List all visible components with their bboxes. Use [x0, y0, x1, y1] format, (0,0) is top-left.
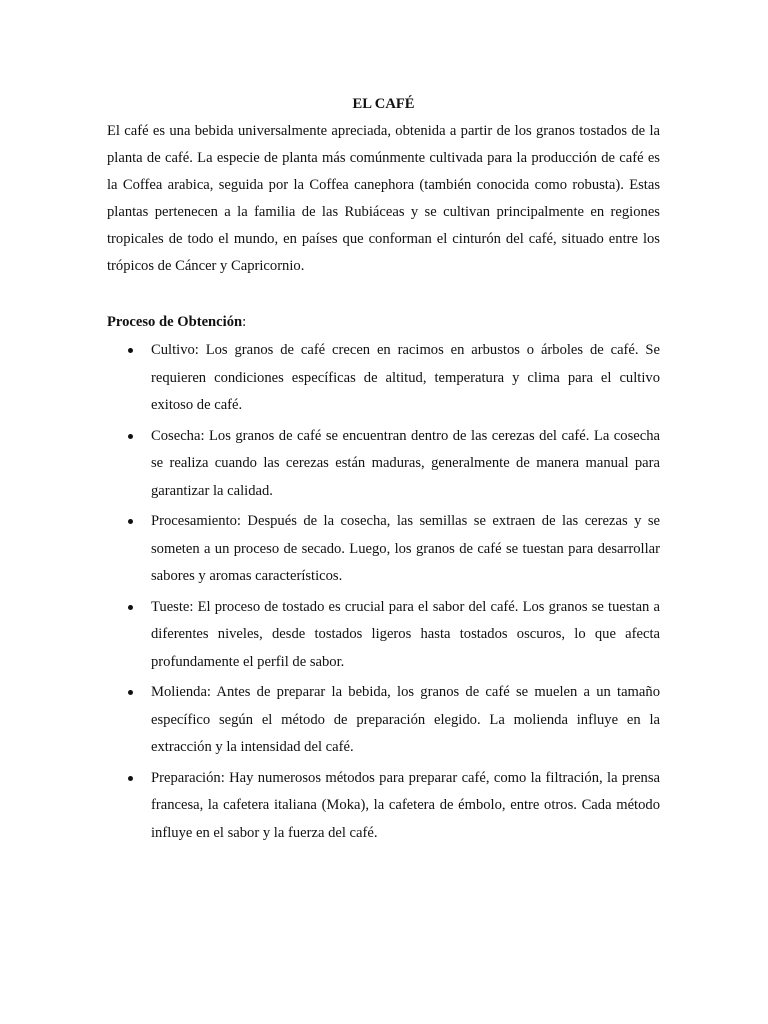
- intro-paragraph: El café es una bebida universalmente apreciada, obtenida a partir de los granos tostados de la planta de café. La especie de planta más comúnmente cultivada para la producción de café es la Coffea arabica, seguida por la Coffea canephora (también conocida como robusta). Estas plantas pertenecen a la familia de las Rubiáceas y se cultivan principalmente en regiones tropicales de todo el mundo, en países que conforman el cinturón del café, situado entre los trópicos de Cáncer y Capricornio.: [107, 123, 660, 274]
- bullet-dot-icon: [128, 690, 133, 695]
- bullet-dot-icon: [128, 605, 133, 610]
- bullet-text: Cultivo: Los granos de café crecen en racimos en arbustos o árboles de café. Se requieren condiciones específicas de altitud, temperatura y clima para el cultivo exitoso de café.: [151, 342, 660, 413]
- bullet-dot-icon: [128, 434, 133, 439]
- bullet-text: Molienda: Antes de preparar la bebida, los granos de café se muelen a un tamaño específico según el método de preparación elegido. La molienda influye en la extracción y la intensidad del café.: [151, 684, 660, 755]
- bullet-dot-icon: [128, 519, 133, 524]
- bullet-item-molienda: [107, 679, 660, 762]
- section-heading-colon: :: [242, 314, 247, 330]
- document-page: [107, 93, 660, 850]
- bullet-text: Tueste: El proceso de tostado es crucial para el sabor del café. Los granos se tuestan a diferentes niveles, desde tostados ligeros hasta tostados oscuros, lo que afecta profundamente el perfil de sabor.: [151, 598, 660, 670]
- bullet-text: Cosecha: Los granos de café se encuentran dentro de las cerezas del café. La cosecha se realiza cuando las cerezas están maduras, generalmente de manera manual para garantizar la calidad.: [151, 427, 660, 499]
- bullet-item-cultivo: [107, 337, 660, 420]
- section-heading-text: Proceso de Obtención: [107, 314, 243, 330]
- bullet-dot-icon: [128, 348, 133, 353]
- bullet-text: Procesamiento: Después de la cosecha, las semillas se extraen de las cerezas y se someten a un proceso de secado. Luego, los granos de café se tuestan para desarrollar sabores y aromas característicos.: [151, 513, 660, 584]
- bullet-item-procesamiento: [107, 508, 660, 591]
- process-bullet-list: [107, 337, 660, 847]
- bullet-item-tueste: [107, 594, 660, 677]
- bullet-text: Preparación: Hay numerosos métodos para preparar café, como la filtración, la prensa francesa, la cafetera italiana (Moka), la cafetera de émbolo, entre otros. Cada método influye en el sabor y la fuerza del café.: [151, 769, 660, 841]
- bullet-item-cosecha: [107, 423, 660, 506]
- bullet-dot-icon: [128, 776, 133, 781]
- bullet-item-preparacion: [107, 765, 660, 848]
- section-heading: [107, 309, 660, 336]
- document-title: EL CAFÉ: [352, 96, 415, 112]
